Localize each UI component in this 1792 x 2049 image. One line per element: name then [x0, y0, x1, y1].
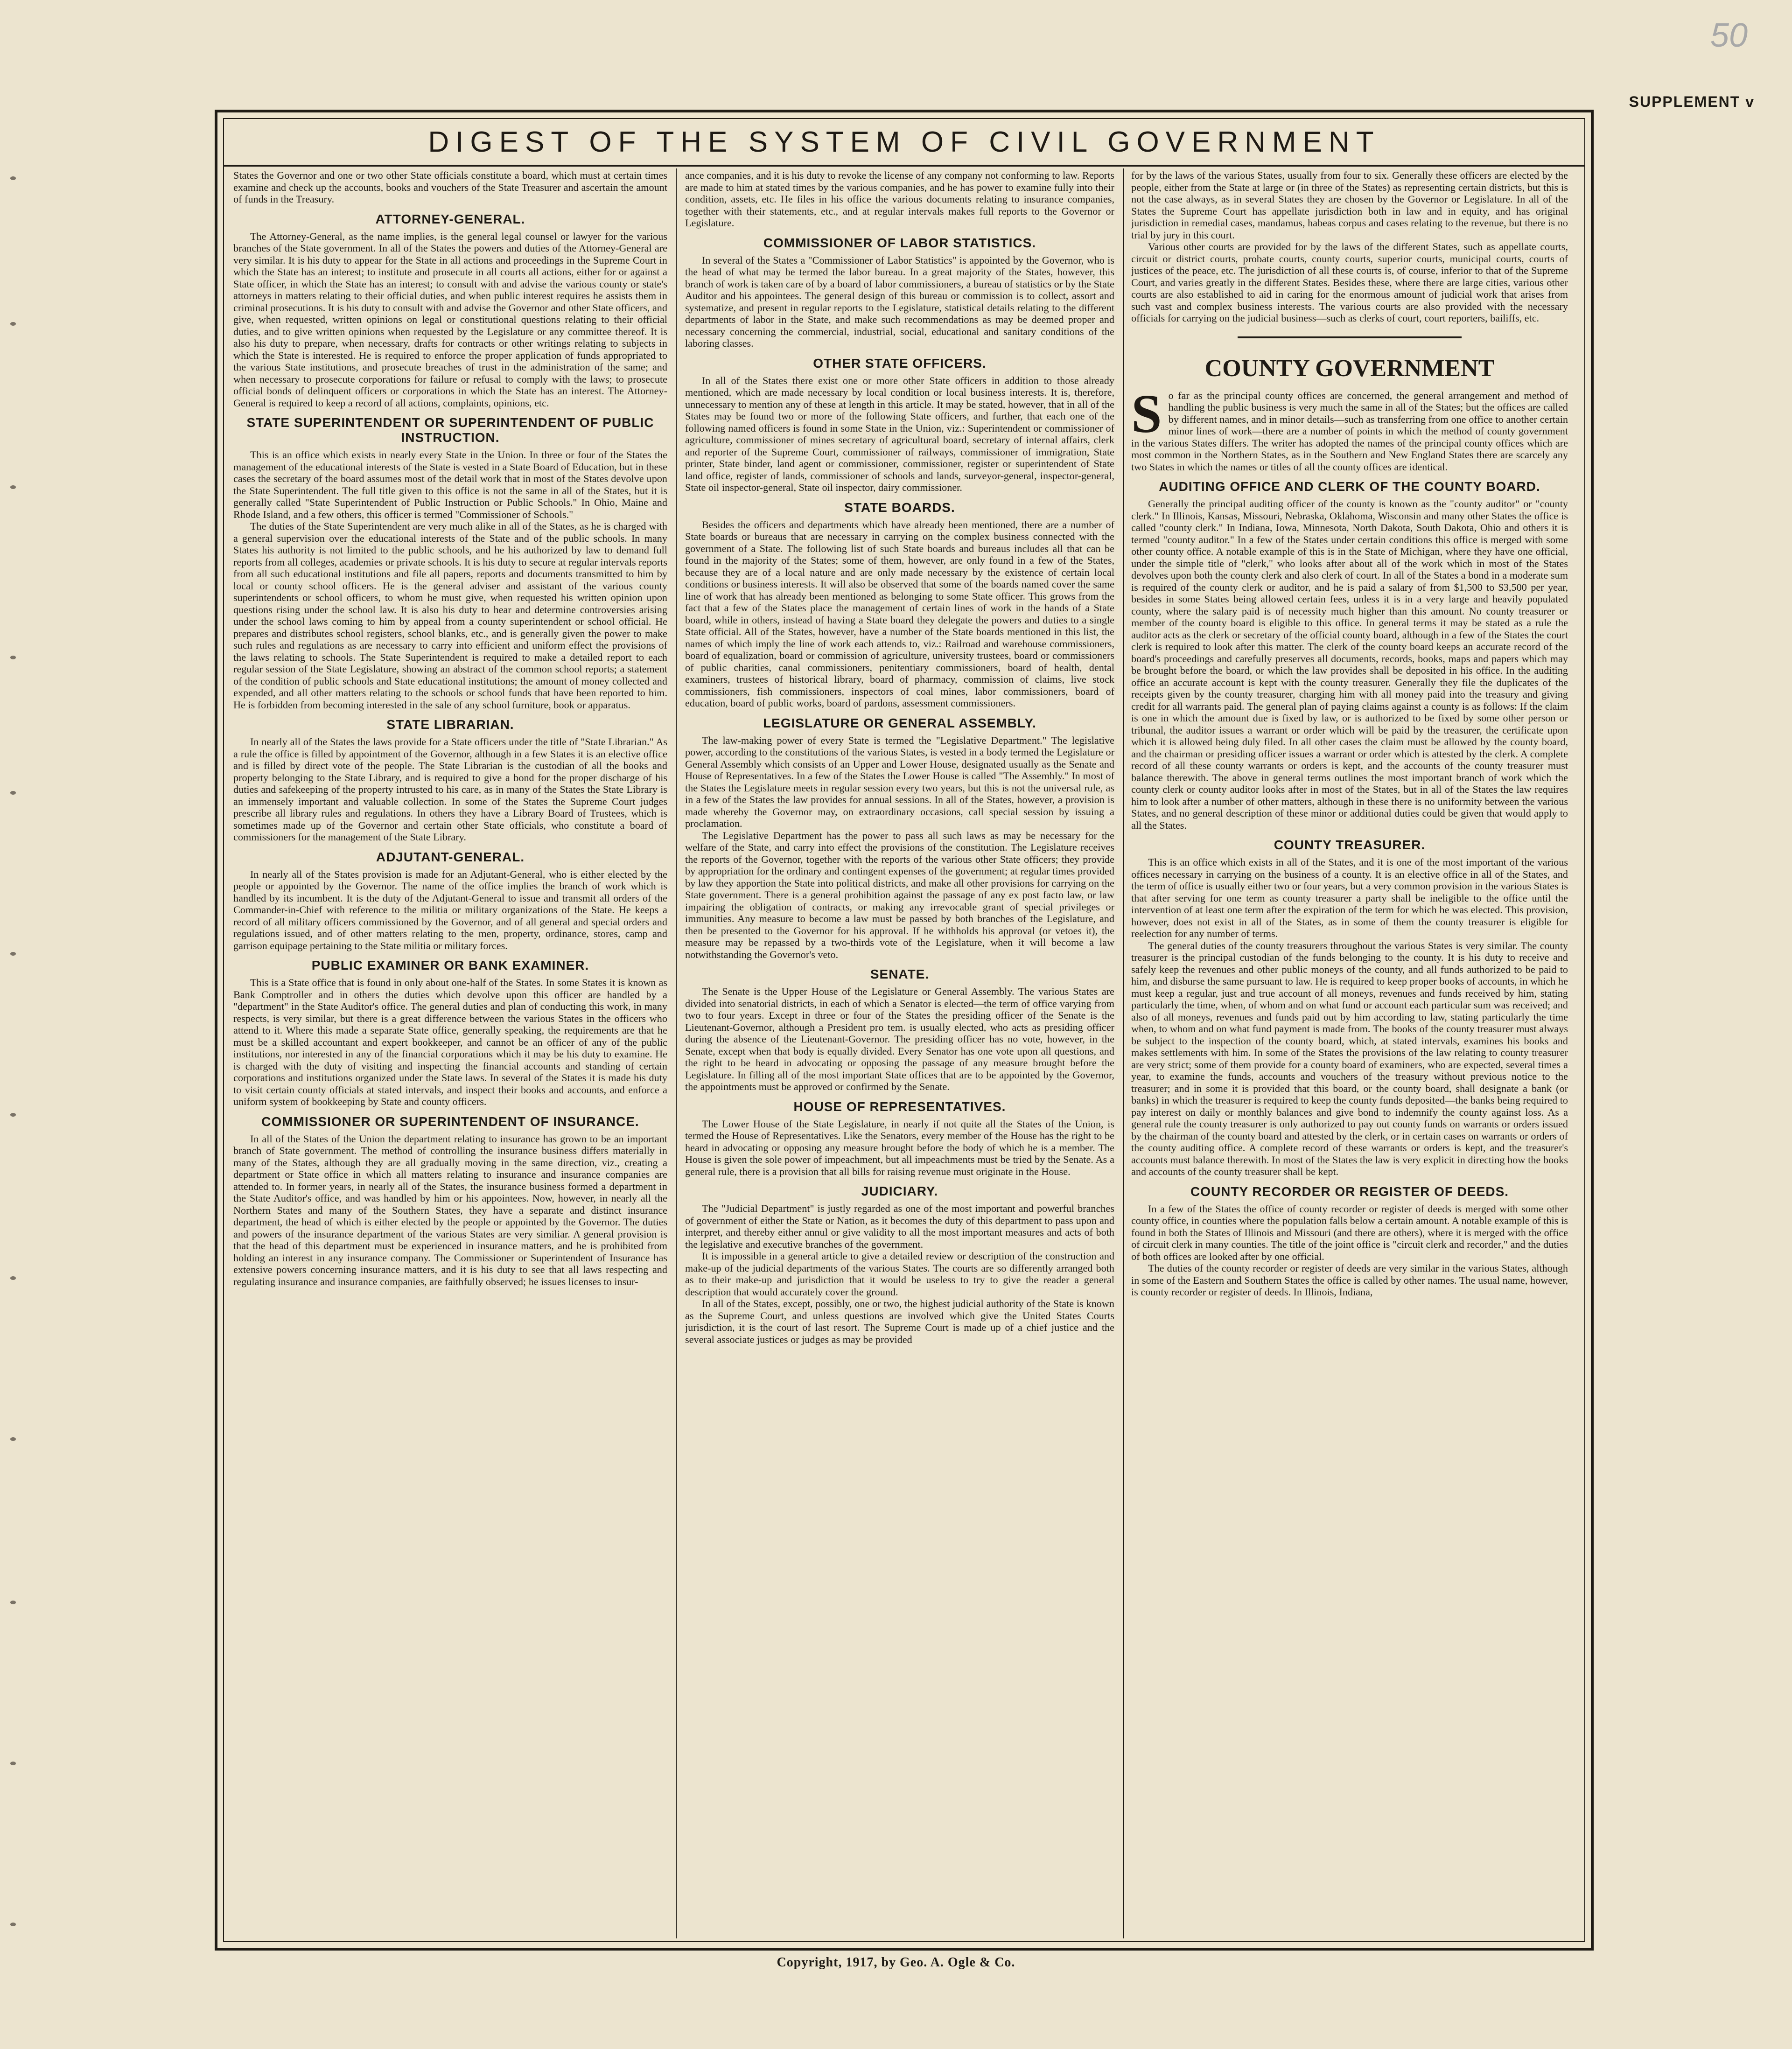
- paragraph: In nearly all of the States provision is made for an Adjutant-General, who is either elected by the people or appointed by the Governor. The name of the office implies the branch of work which is handled by its incumbent. It is the duty of the Adjutant-General to issue and transmit all orders of the Commander-in-Chief with reference to the militia or military organizations of the State. He keeps a record of all military officers commissioned by the Governor, and of all general and special orders and regulations issued, and of other matters relating to the men, property, ordinance, stores, camp and garrison equipage pertaining to the State militia or military forces.: [233, 868, 667, 951]
- heading-attorney-general: ATTORNEY-GENERAL.: [375, 211, 525, 226]
- binding-hole: [10, 485, 16, 489]
- binding-hole: [10, 1762, 16, 1765]
- paragraph: The Attorney-General, as the name implies, is the general legal counsel or lawyer for the various branches of the State government. In all of the States the powers and duties of the Attorney-General are very similar. It is his duty to appear for the State in all actions and proceedings in the Supreme Court in which the State has an interest; to institute and prosecute in all courts all actions, either for or against a State officer, in which the State has an interest; to consult with and advise the various county or state's attorneys in matters relating to their official duties, and when public interest requires he assists them in criminal prosecutions. It is his duty to consult with and advise the Governor and other State officers, and give, when requested, written opinions on legal or constitutional questions relating to their official duties, and to give written opinions when requested by the Legislature or any committee thereof. It is also his duty to prepare, when necessary, drafts for contracts or other writings relating to subjects in which the State is interested. He is required to enforce the proper application of funds appropriated to the various State institutions, and prosecute breaches of trust in the administration of the same; and when necessary to prosecute corporations for failure or refusal to comply with the laws; to prosecute official bonds of delinquent officers or corporations in which the State has an interest. The Attorney-General is required to keep a record of all actions, complaints, opinions, etc.: [233, 230, 667, 409]
- paragraph: In all of the States, except, possibly, one or two, the highest judicial authority of the State is known as the Supreme Court, and unless questions are involved which give the United States Courts jurisdiction, it is the court of last resort. The Supreme Court is made up of a chief justice and the several associate justices or judges as may be provided: [685, 1298, 1114, 1345]
- drop-cap: S: [1131, 383, 1162, 444]
- page-frame: [215, 110, 1594, 1951]
- page-number: 50: [1710, 17, 1748, 54]
- section-divider: [1238, 336, 1462, 338]
- heading-other-state-officers: OTHER STATE OFFICERS.: [813, 356, 987, 371]
- paragraph: This is a State office that is found in only about one-half of the States. In some States it is known as Bank Comptroller and in others the duties which devolve upon this officer are handled by a "department" in the State Auditor's office. The general duties and plan of conducting this work, in many respects, is very similar, but there is a great difference between the various States in the officers who attend to it. Where this made a separate State office, generally speaking, the requirements are that he must be a skilled accountant and expert bookkeeper, and cannot be an officer of any of the public institutions, nor interested in any of the financial corporations which it may be his duty to examine. He is charged with the duty of visiting and inspecting the financial accounts and standing of certain corporations and institutions organized under the State laws. In several of the States it is made his duty to visit certain county officials at stated intervals, and inspect their books and accounts, and enforce a uniform system of bookkeeping by State and county officers.: [233, 977, 667, 1107]
- binding-hole: [10, 791, 16, 795]
- paragraph: The law-making power of every State is termed the "Legislative Department." The legislative power, according to the constitutions of the various States, is vested in a body termed the Legislature or General Assembly which consists of an Upper and Lower House, designated usually as the Senate and House of Representatives. In a few of the States the Lower House is called "The Assembly." In most of the States the Legislature meets in regular session every two years, but this is not the universal rule, as in a few of the States the law provides for annual sessions. In all of the States, however, a provision is made whereby the Governor may, on extraordinary occasions, call special session by issuing a proclamation.: [685, 734, 1114, 829]
- paragraph: The general duties of the county treasurers throughout the various States is very similar. The county treasurer is the principal custodian of the funds belonging to the county. It is his duty to receive and safely keep the revenues and other public moneys of the county, and all funds authorized to be paid to him, and disburse the same pursuant to law. He is required to keep proper books of accounts, in which he must keep a regular, just and true account of all moneys, revenues and funds received by him, stating particularly the time, when, of whom and on what fund or account each particular sum was received; and also of all moneys, revenues and funds paid out by him according to law, stating particularly the time when, to whom and on what fund payment is made from. The books of the county treasurer must always be subject to the inspection of the county board, which, at stated intervals, examines his books and makes settlements with him. In some of the States the provisions of the law relating to county treasurer are very strict; some of them provide for a county board of examiners, who are expected, several times a year, to examine the funds, accounts and vouchers of the treasury without previous notice to the treasurer; and in some it is provided that this board, or the county board, shall designate a bank (or banks) in which the treasurer is required to keep the county funds deposited—the banks being required to pay interest on daily or monthly balances and give bond to indemnify the county against loss. As a general rule the county treasurer is only authorized to pay out county funds on warrants or orders issued by the chairman of the county board and attested by the clerk, or in certain cases on warrants or orders of the county auditing office. A complete record of these warrants or orders is kept, and the treasurer's accounts must balance therewith. In most of the States the law is very explicit in directing how the books and accounts of the county treasurer shall be kept.: [1131, 939, 1568, 1177]
- heading-county-government: COUNTY GOVERNMENT: [1204, 355, 1495, 382]
- heading-adjutant-general: ADJUTANT-GENERAL.: [376, 849, 525, 864]
- column-rule: [1123, 168, 1124, 1938]
- banner-rule: [224, 165, 1584, 167]
- paragraph: In a few of the States the office of county recorder or register of deeds is merged with some other county office, in counties where the population falls below a certain amount. A notable example of this is found in both the States of Illinois and Missouri (and there are others), where it is merged with the office of circuit clerk in many counties. The title of the joint office is "circuit clerk and recorder," and the duties of both offices are looked after by one official.: [1131, 1203, 1568, 1262]
- paragraph-text: o far as the principal county offices are concerned, the general arrangement and method of handling the public business is very much the same in all of the States; but the offices are called by different names, and in minor details—such as transferring from one office to another certain minor lines of work—there are a number of points in which the method of county government in the various States differs. The writer has adopted the names of the principal county offices which are most common in the Northern States, as in the Southern and New England States there are scarcely any two States in which the names or titles of all the county offices are identical.: [1131, 389, 1568, 473]
- binding-hole: [10, 656, 16, 659]
- heading-state-boards: STATE BOARDS.: [844, 500, 955, 515]
- binding-hole: [10, 322, 16, 326]
- paragraph: In several of the States a "Commissioner of Labor Statistics" is appointed by the Governor, who is the head of what may be termed the labor bureau. In a great majority of the States, however, this branch of work is taken care of by a board of labor commissioners, a bureau of statistics or by the State Auditor and his appointees. The general design of this bureau or commission is to collect, assort and systematize, and present in regular reports to the Legislature, statistical details relating to the different departments of labor in the State, and make such recommendations as may be deemed proper and necessary concerning the commercial, industrial, social, educational and sanitary conditions of the laboring classes.: [685, 254, 1114, 349]
- paragraph: The "Judicial Department" is justly regarded as one of the most important and powerful branches of government of either the State or Nation, as it becomes the duty of this department to pass upon and interpret, and thereby either annul or give validity to all the most important measures and acts of both the legislative and executive branches of the government.: [685, 1203, 1114, 1250]
- heading-public-examiner: PUBLIC EXAMINER OR BANK EXAMINER.: [311, 958, 589, 972]
- paragraph: The Lower House of the State Legislature, in nearly if not quite all the States of the Union, is termed the House of Representatives. Like the Senators, every member of the House has the right to be heard in advocating or opposing any measure brought before the body of which he is a member. The House is given the sole power of impeachment, but all impeachments must be tried by the Senate. As a general rule, there is a provision that all bills for raising revenue must originate in the House.: [685, 1118, 1114, 1177]
- paragraph: for by the laws of the various States, usually from four to six. Generally these officers are elected by the people, either from the State at large or (in three of the States) as representing certain districts, but this is not the case always, as in several States they are chosen by the Governor or Legislature. In all of the States the Supreme Court has appellate jurisdiction both in law and in equity, and has original jurisdiction in remedial cases, mandamus, habeas corpus and cases relating to the revenue, but there is no trial by jury in this court.: [1131, 169, 1568, 241]
- heading-insurance: COMMISSIONER OR SUPERINTENDENT OF INSURANCE.: [261, 1114, 639, 1129]
- binding-hole: [10, 1437, 16, 1441]
- paragraph: ance companies, and it is his duty to revoke the license of any company not conforming to law. Reports are made to him at stated times by the various companies, and he has power to examine fully into their condition, assets, etc. He files in his office the various documents relating to insurance companies, together with their statements, etc., and at regular intervals makes full reports to the Governor or Legislature.: [685, 169, 1114, 229]
- heading-labor-statistics: COMMISSIONER OF LABOR STATISTICS.: [763, 235, 1036, 250]
- column-3: [1131, 169, 1568, 1929]
- banner-title: DIGEST OF THE SYSTEM OF CIVIL GOVERNMENT: [428, 126, 1380, 158]
- binding-hole: [10, 1923, 16, 1926]
- paragraph: In all of the States there exist one or more other State officers in addition to those already mentioned, which are made necessary by local condition or local business interests. It is, therefore, unnecessary to mention any of these at length in this article. It may be stated, however, that in all of the States may be found two or more of the following State officers, and further, that each one of the following named officers is found in some State in the Union, viz.: Superintendent or commissioner of agriculture, commissioner of mines secretary of agricultural board, secretary of internal affairs, clerk and reporter of the Supreme Court, commissioner of railways, commissioner of immigration, State printer, State binder, land agent or commissioner, commissioner, register or superintendent of State land office, register of lands, commissioner of schools and lands, surveyor-general, inspector-general, State oil inspector-general, State oil inspector, dairy commissioner.: [685, 374, 1114, 493]
- paragraph: Besides the officers and departments which have already been mentioned, there are a number of State boards or bureaus that are necessary in carrying on the complex business connected with the government of a State. The following list of such State boards and bureaus includes all that can be found in the majority of the States; some of them, however, are only found in a few of the States, because they are of a local nature and are only made necessary by the existence of certain local conditions or business interests. It will also be observed that some of the boards named cover the same line of work that has already been mentioned as belonging to some State officer. This grows from the fact that a few of the States place the management of certain lines of work in the hands of a State board, while in others, instead of having a State board they delegate the powers and duties to a single State official. All of the States, however, have a number of the State boards mentioned in this list, the names of which imply the line of work each attends to, viz.: Railroad and warehouse commissioners, board of equalization, board or commission of agriculture, university trustees, board or commissioners of public charities, canal commissioners, penitentiary commissioners, board of health, dental examiners, trustees of historical library, board of pharmacy, commission of claims, live stock commissioners, fish commissioners, inspectors of coal mines, labor commissioners, board of education, board of public works, board of pardons, assessment commissioners.: [685, 518, 1114, 709]
- binding-hole: [10, 176, 16, 180]
- heading-senate: SENATE.: [870, 967, 930, 981]
- heading-state-superintendent: STATE SUPERINTENDENT OR SUPERINTENDENT OF PUBLIC INSTRUCTION.: [246, 415, 654, 445]
- heading-auditing-office: AUDITING OFFICE AND CLERK OF THE COUNTY BOARD.: [1159, 479, 1540, 494]
- column-2: [685, 169, 1114, 1929]
- heading-legislature: LEGISLATURE OR GENERAL ASSEMBLY.: [763, 715, 1036, 730]
- paragraph: The duties of the county recorder or register of deeds are very similar in the various States, although in some of the Eastern and Southern States the office is called by other names. The usual name, however, is county recorder or register of deeds. In Illinois, Indiana,: [1131, 1262, 1568, 1298]
- copyright-notice: Copyright, 1917, by Geo. A. Ogle & Co.: [777, 1955, 1015, 1970]
- heading-county-recorder: COUNTY RECORDER OR REGISTER OF DEEDS.: [1190, 1184, 1509, 1199]
- paragraph: [1131, 383, 1568, 473]
- paragraph: This is an office which exists in nearly every State in the Union. In three or four of the States the management of the educational interests of the State is vested in a State Board of Education, but in these cases the secretary of the board assumes most of the detail work that in most of the States devolve upon the State Superintendent. The full title given to this office is not the same in all of the States, but it is generally called "State Superintendent of Public Instruction or Public Schools." In Ohio, Maine and Rhode Island, and a few others, this officer is termed "Commissioner of Schools.": [233, 449, 667, 520]
- paragraph: This is an office which exists in all of the States, and it is one of the most important of the various offices necessary in carrying on the business of a county. It is an elective office in all of the States, and the term of office is usually either two or four years, but a very common provision in the various States is that after serving for one term as county treasurer a party shall be ineligible to the office until the intervention of at least one term after the expiration of the term for which he was elected. This provision, however, does not exist in all of the States, as in some of them the county treasurer is eligible for reelection for any number of terms.: [1131, 856, 1568, 939]
- heading-state-librarian: STATE LIBRARIAN.: [386, 717, 514, 732]
- binding-hole: [10, 1276, 16, 1280]
- binding-hole: [10, 1113, 16, 1117]
- heading-house: HOUSE OF REPRESENTATIVES.: [793, 1099, 1006, 1114]
- paragraph: States the Governor and one or two other State officials constitute a board, which must at certain times examine and check up the accounts, books and vouchers of the State Treasurer and ascertain the amount of funds in the Treasury.: [233, 169, 667, 205]
- paragraph: The duties of the State Superintendent are very much alike in all of the States, as he is charged with a general supervision over the educational interests of the State and of the public schools. In many States his authority is not limited to the public schools, and he his authorized by law to demand full reports from all colleges, academies or private schools. It is his duty to secure at regular intervals reports from all such educational institutions and file all papers, reports and documents transmitted to him by local or county school officers. He is the general adviser and assistant of the various county superintendents or school officers, to whom he must give, when requested his written opinion upon questions rising under the school law. It is also his duty to hear and determine controversies arising under the school laws coming to him by appeal from a county superintendent or school official. He prepares and distributes school registers, school blanks, etc., and is generally given the power to make such rules and regulations as are necessary to carry into efficient and uniform effect the provisions of the laws relating to schools. The State Superintendent is required to make a detailed report to each regular session of the State Legislature, showing an abstract of the common school reports; a statement of the condition of public schools and State educational institutions; the amount of money collected and expended, and all other matters relating to the schools or school funds that have been reported to him. He is forbidden from becoming interested in the sale of any school furniture, book or apparatus.: [233, 520, 667, 711]
- heading-judiciary: JUDICIARY.: [861, 1184, 938, 1198]
- column-rule: [676, 168, 677, 1938]
- paragraph: Various other courts are provided for by the laws of the different States, such as appellate courts, circuit or district courts, probate courts, county courts, superior courts, municipal courts, courts of justices of the peace, etc. The jurisdiction of all these courts is, of course, inferior to that of the Supreme Court, and varies greatly in the different States. Besides these, where there are large cities, various other courts are also established to aid in caring for the enormous amount of judicial work that arises from such vast and complex business interests. The various courts are also provided with the necessary officials for carrying on the judicial business—such as clerks of court, court reporters, bailiffs, etc.: [1131, 241, 1568, 324]
- binding-hole: [10, 1601, 16, 1604]
- paragraph: The Legislative Department has the power to pass all such laws as may be necessary for the welfare of the State, and carry into effect the provisions of the constitution. The Legislature receives the reports of the Governor, together with the reports of the various other State officers; they provide by appropriation for the ordinary and contingent expenses of the government; at regular times provided by law they apportion the State into political districts, and make all other provisions for carrying on the State government. There is a general prohibition against the passage of any ex post facto law, or law impairing the obligation of contracts, or making any irrevocable grant of special privileges or immunities. Any measure to become a law must be passed by both branches of the Legislature, and then be presented to the Governor for his approval. If he withholds his approval (or vetoes it), the measure may be repassed by a two-thirds vote of the Legislature, when it will become a law notwithstanding the Governor's veto.: [685, 829, 1114, 960]
- supplement-label: SUPPLEMENT v: [1629, 93, 1755, 110]
- paragraph: Generally the principal auditing officer of the county is known as the "county auditor" or "county clerk." In Illinois, Kansas, Missouri, Nebraska, Oklahoma, Wisconsin and many other States the office is called "county clerk." In Indiana, Iowa, Minnesota, North Dakota, South Dakota, Ohio and others it is termed "county auditor." In a few of the States under certain conditions this office is merged with some other county office. A notable example of this is in the State of Michigan, where they have one official, under the simple title of "clerk," who looks after about all of the work which in most of the States devolves upon both the county clerk and also clerk of court. In all of the States a bond in a moderate sum is required of the county clerk or auditor, and he is paid a salary of from $1,500 to $3,500 per year, besides in some States being allowed certain fees, unless it is in a very large and heavily populated county, where the salary paid is of necessity much higher than this amount. No county treasurer or member of the county board is eligible to this office. In general terms it may be stated as a rule the auditor acts as the clerk or secretary of the official county board, although in a few of the States the court clerk is required to look after this matter. The clerk of the county board keeps an accurate record of the board's proceedings and carefully preserves all documents, records, books, maps and papers which may be brought before the board, or which the law provides shall be deposited in his office. In the auditing office an accurate account is kept with the county treasurer. Generally they file the duplicates of the receipts given by the county treasurer, charging him with all money paid into the treasury and giving credit for all warrants paid. The general plan of paying claims against a county is as follows: If the claim is one in which the amount due is fixed by law, or is authorized to be fixed by some other person or tribunal, the auditor issues a warrant or order which will be paid by the treasurer, the certificate upon which it is allowed being duly filed. In all other cases the claim must be allowed by the county board, and the chairman or presiding officer issues a warrant or order which is attested by the clerk. A complete record of all these county warrants or orders is kept, and the accounts of the county treasurer must balance therewith. The above in general terms outlines the most important branch of work which the county clerk or county auditor looks after in most of the States, but in all of the States the law requires him to look after a number of other matters, although in these there is no uniformity between the various States, and no general description of these minor or additional duties could be given that would apply to all the States.: [1131, 498, 1568, 831]
- paragraph: It is impossible in a general article to give a detailed review or description of the construction and make-up of the judicial departments of the various States. The courts are so differently arranged both as to their make-up and jurisdiction that it would be useless to try to give the reader a general description that would accurately cover the ground.: [685, 1250, 1114, 1298]
- paragraph: In nearly all of the States the laws provide for a State officers under the title of "State Librarian." As a rule the office is filled by appointment of the Governor, although in a few States it is an elective office and is filled by direct vote of the people. The State Librarian is the custodian of all the books and property belonging to the State Library, and is required to give a bond for the proper discharge of his duties and safekeeping of the property intrusted to his care, as in many of the States the State Library is an immensely important and valuable collection. In some of the States the Supreme Court judges prescribe all library rules and regulations. In others they have a Library Board of Trustees, which is sometimes made up of the Governor and certain other State officials, who constitute a board of commissioners for the management of the State Library.: [233, 736, 667, 843]
- heading-county-treasurer: COUNTY TREASURER.: [1274, 838, 1426, 852]
- column-1: [233, 169, 667, 1929]
- paragraph: In all of the States of the Union the department relating to insurance has grown to be an important branch of State government. The method of controlling the insurance business differs materially in many of the States, although they are all gradually moving in the same direction, viz., creating a department or State office in which all matters relating to insurance and insurance companies are attended to. In former years, in nearly all of the States, the insurance business formed a department in the State Auditor's office, and was handled by him or his appointees. Now, however, in nearly all the Northern States and many of the Southern States, they have a separate and distinct insurance department, the head of which is either elected by the people or appointed by the Governor. The duties and powers of the insurance department of the various States are very similiar. A general provision is that the head of this department must be experienced in insurance matters, and he is prohibited from holding an interest in any insurance company. The Commissioner or Superintendent of Insurance has extensive powers concerning insurance matters, and it is his duty to see that all laws respecting and regulating insurance and insurance companies, are faithfully observed; he issues licenses to insur-: [233, 1133, 667, 1287]
- paragraph: The Senate is the Upper House of the Legislature or General Assembly. The various States are divided into senatorial districts, in each of which a Senator is elected—the term of office varying from two to four years. Except in three or four of the States the presiding officer of the Senate is the Lieutenant-Governor, although a President pro tem. is usually elected, who acts as presiding officer during the absence of the Lieutenant-Governor. The presiding officer has no vote, however, in the Senate, except when that body is equally divided. Every Senator has one vote upon all questions, and the right to be heard in advocating or opposing the passage of any measure brought before the Legislature. In filling all of the most important State offices that are to be appointed by the Governor, the appointments must be approved or confirmed by the Senate.: [685, 986, 1114, 1092]
- binding-hole: [10, 952, 16, 956]
